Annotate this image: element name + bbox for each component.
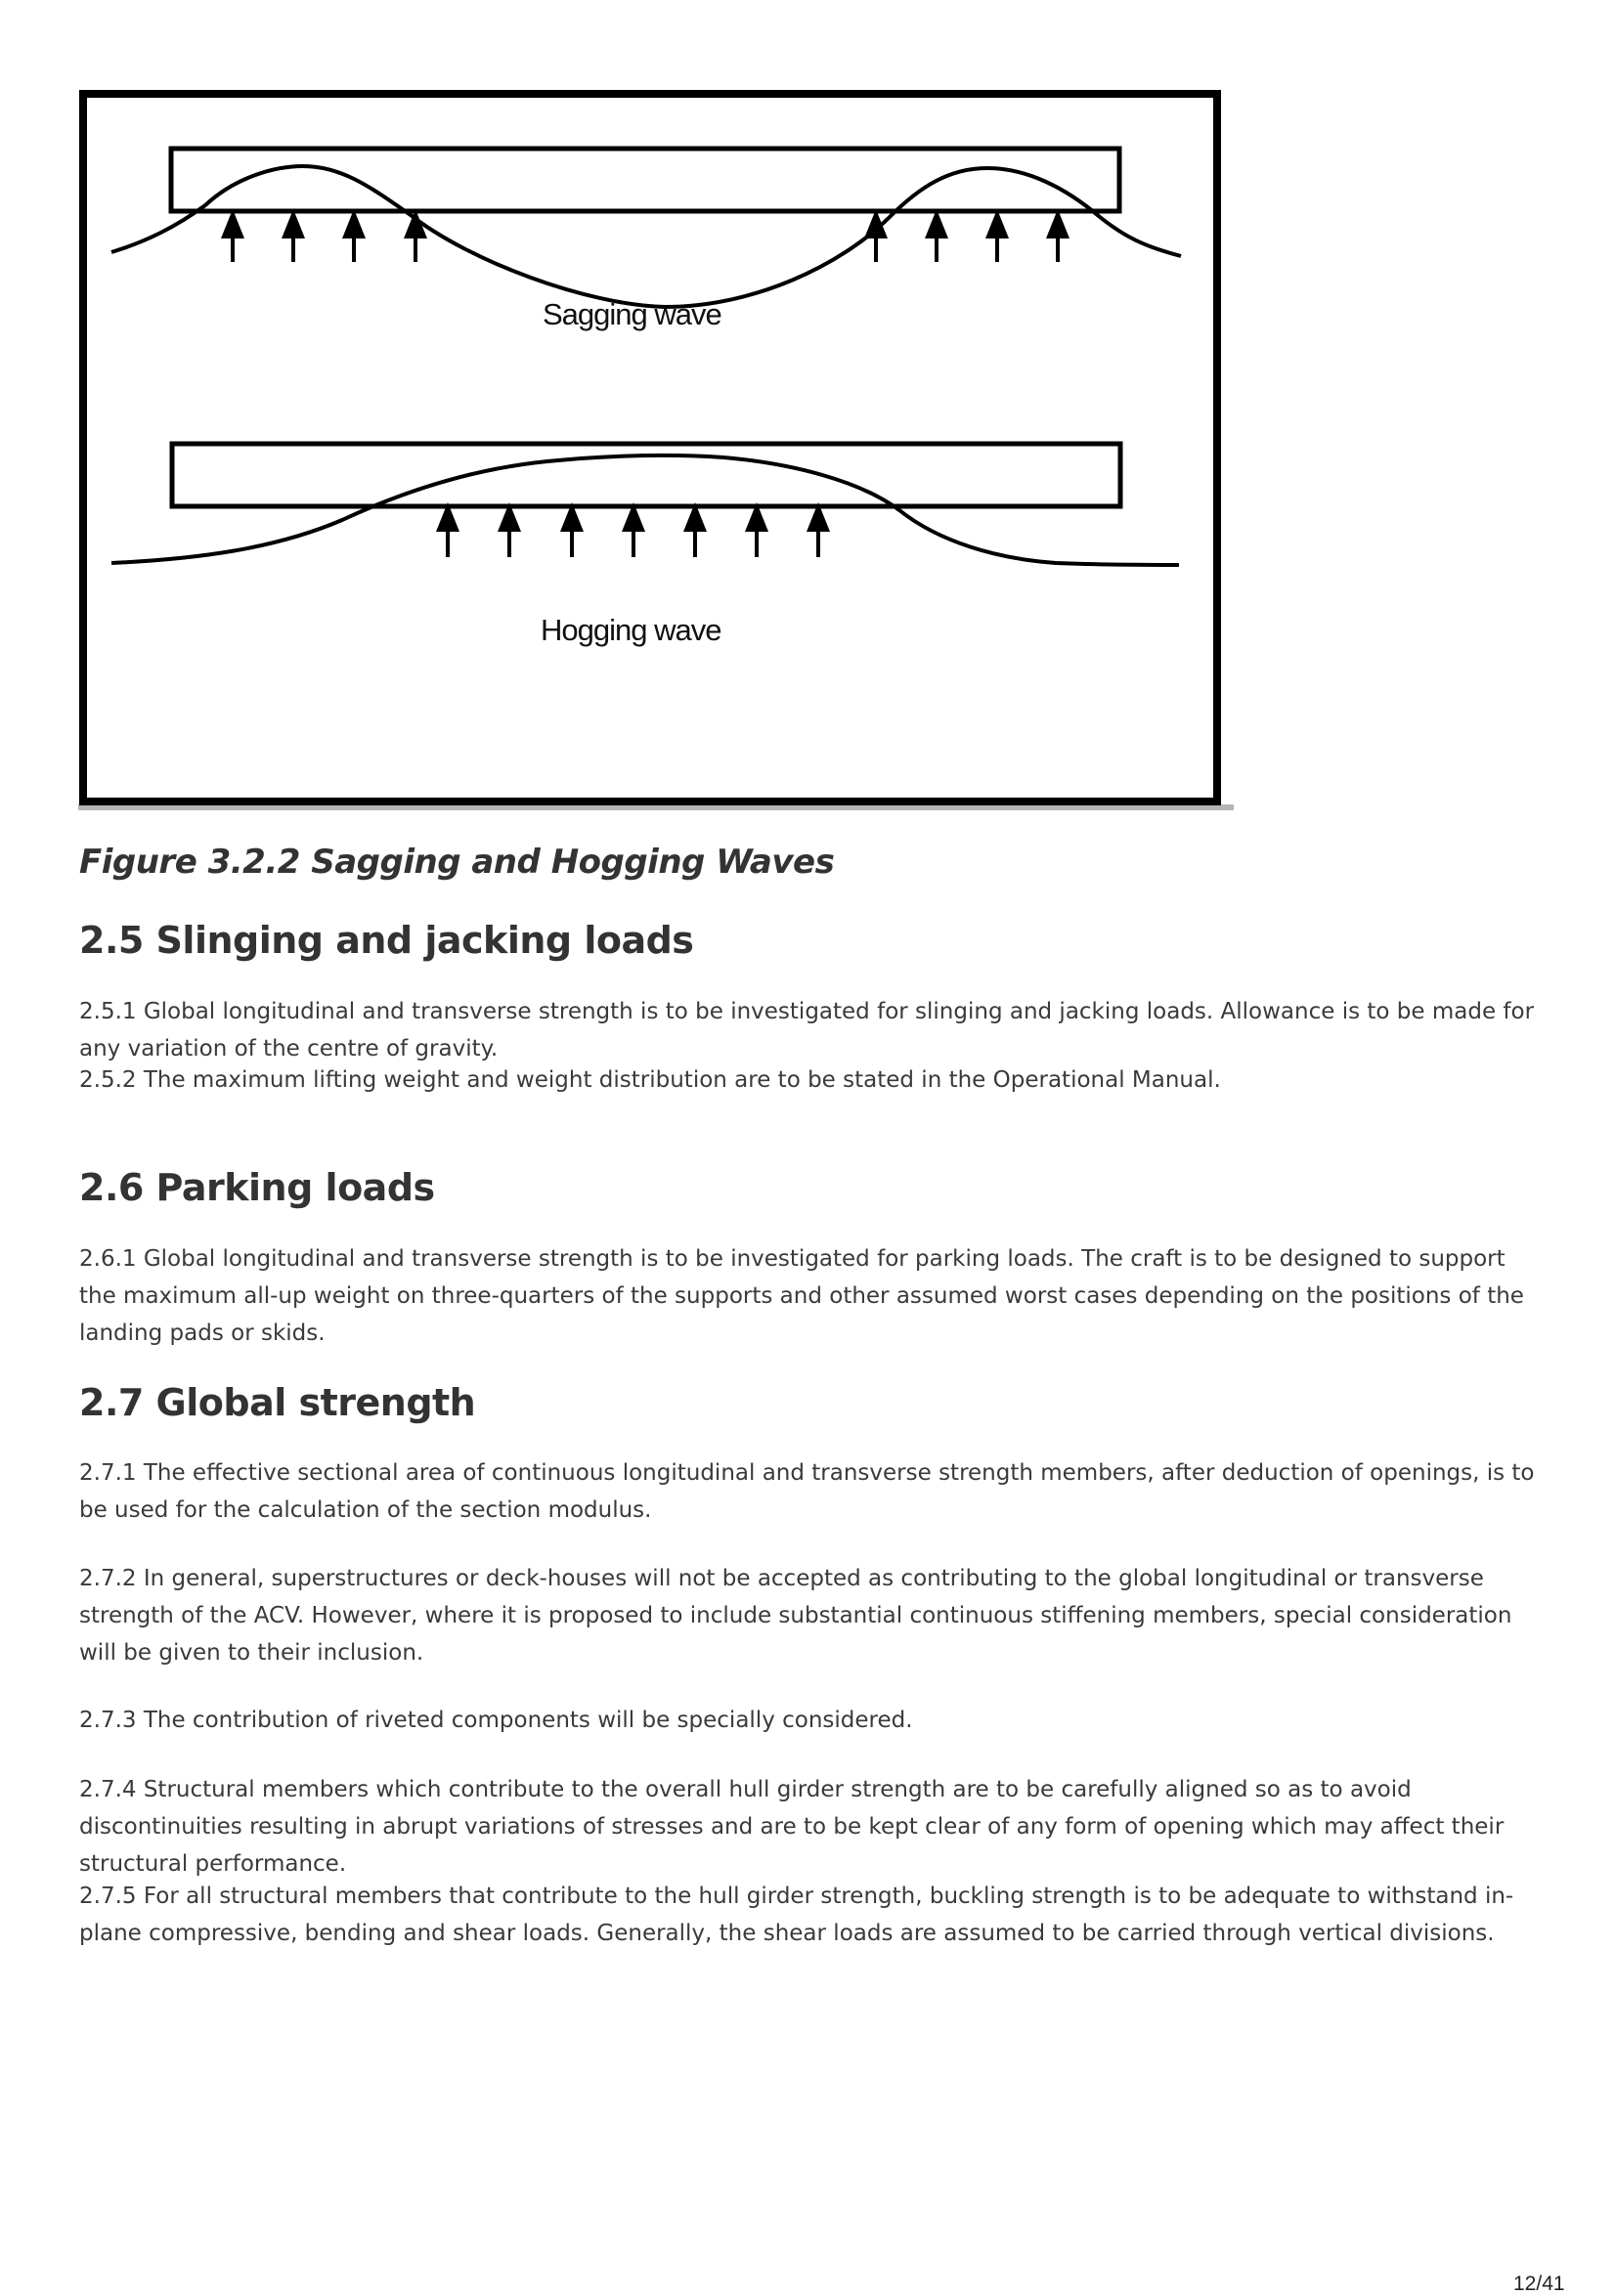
paragraph-2-7-3: 2.7.3 The contribution of riveted components will be specially considered.	[79, 1708, 913, 1733]
section-heading-2-5: 2.5 Slinging and jacking loads	[79, 919, 694, 962]
paragraph-2-7-2: 2.7.2 In general, superstructures or deck-houses will not be accepted as contributing to the global longitudinal or transverse strength of the ACV. However, where it is proposed to include substantial continuous stiffening members, special consideration will be given to their inclusion.	[79, 1566, 1512, 1666]
paragraph-2-6-1: 2.6.1 Global longitudinal and transverse strength is to be investigated for parking loads. The craft is to be designed to support the maximum all-up weight on three-quarters of the supports and other assumed worst cases depending on the positions of the landing pads or skids.	[79, 1246, 1524, 1346]
paragraph-2-7-4: 2.7.4 Structural members which contribute to the overall hull girder strength are to be carefully aligned so as to avoid discontinuities resulting in abrupt variations of stresses and are to be kept clear of any form of opening which may affect their structural performance.	[79, 1777, 1505, 1877]
sagging-hogging-figure	[78, 90, 1234, 811]
paragraph-2-5-1: 2.5.1 Global longitudinal and transverse strength is to be investigated for slinging and jacking loads. Allowance is to be made for any variation of the centre of gravity.	[79, 999, 1535, 1061]
sagging-label: Sagging wave	[543, 297, 721, 331]
section-heading-2-7: 2.7 Global strength	[79, 1381, 476, 1424]
paragraph-2-7-5: 2.7.5 For all structural members that contribute to the hull girder strength, buckling strength is to be adequate to withstand in-plane compressive, bending and shear loads. Generally, the shear loads are assumed to be carried through vertical divisions.	[79, 1884, 1514, 1946]
hogging-label: Hogging wave	[541, 613, 721, 647]
section-heading-2-6: 2.6 Parking loads	[79, 1166, 435, 1209]
wave-diagram	[78, 90, 1234, 811]
paragraph-2-5-2: 2.5.2 The maximum lifting weight and weight distribution are to be stated in the Operational Manual.	[79, 1067, 1221, 1093]
paragraph-2-7-1: 2.7.1 The effective sectional area of continuous longitudinal and transverse strength members, after deduction of openings, is to be used for the calculation of the section modulus.	[79, 1460, 1535, 1523]
page-number: 12/41	[1513, 2273, 1565, 2295]
figure-caption: Figure 3.2.2 Sagging and Hogging Waves	[79, 843, 835, 882]
